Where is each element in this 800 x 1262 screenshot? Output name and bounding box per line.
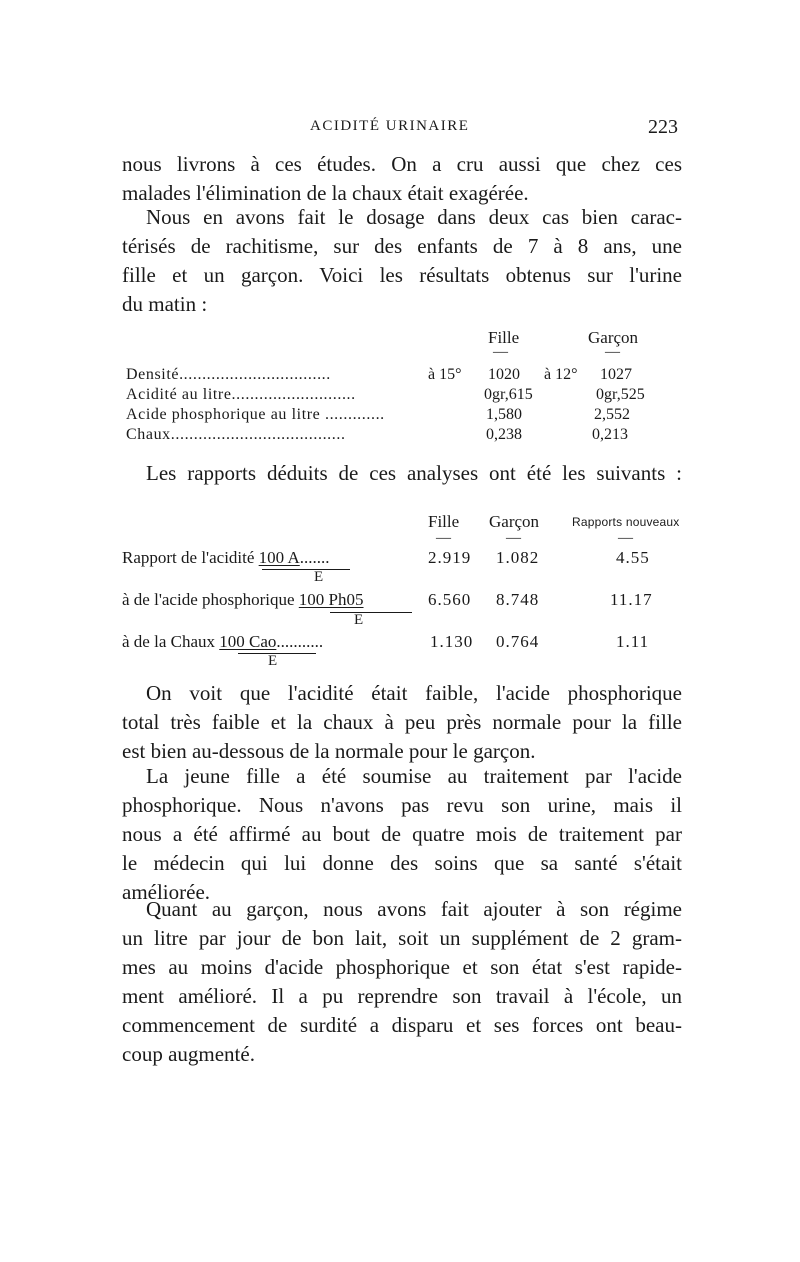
- text-line: coup augmenté.: [122, 1042, 255, 1066]
- fille-value: 2.919: [428, 548, 472, 567]
- row-label: à de la Chaux 100 Cao...........: [122, 632, 324, 651]
- fille-value: 1.130: [430, 632, 474, 651]
- text-line: le médecin qui lui donne des soins que sa santé s'était: [122, 851, 682, 875]
- text-line: malades l'élimination de la chaux était exagérée.: [122, 181, 529, 205]
- text-line: On voit que l'acidité était faible, l'acide phosphorique: [146, 681, 682, 705]
- column-dash: —: [506, 530, 521, 546]
- text-line: est bien au-dessous de la normale pour le garçon.: [122, 739, 536, 763]
- column-header-fille: Fille: [428, 512, 460, 531]
- column-header-rapports: Rapports nouveaux: [572, 515, 680, 529]
- fraction-bar: [262, 569, 350, 570]
- ratio-numerator: 100 A: [258, 548, 300, 567]
- column-dash: —: [618, 530, 633, 546]
- table-row: [126, 386, 686, 406]
- text-line: fille et un garçon. Voici les résultats obtenus sur l'urine: [122, 263, 682, 287]
- text-line: Nous en avons fait le dosage dans deux cas bien carac-: [146, 205, 682, 229]
- ratio-numerator: 100 Ph05: [298, 590, 364, 609]
- text-line: phosphorique. Nous n'avons pas revu son urine, mais il: [122, 793, 682, 817]
- table-row: [122, 548, 682, 570]
- running-head: [0, 116, 800, 140]
- row-label: Rapport de l'acidité 100 A.......: [122, 548, 330, 567]
- paragraph-2: [122, 203, 682, 319]
- text-line: Quant au garçon, nous avons fait ajouter à son régime: [146, 897, 682, 921]
- garcon-value: 0.764: [496, 632, 540, 651]
- nouveaux-value: 11.17: [610, 590, 653, 609]
- column-dash: —: [605, 344, 620, 360]
- paragraph-4: [122, 679, 682, 766]
- text-line: du matin :: [122, 292, 208, 316]
- table-row: [126, 406, 686, 426]
- table-row: [122, 632, 682, 654]
- table-row: [126, 366, 686, 386]
- text-line: nous a été affirmé au bout de quatre mois de traitement par: [122, 822, 682, 846]
- ratio-numerator: 100 Cao: [219, 632, 277, 651]
- nouveaux-value: 4.55: [616, 548, 650, 567]
- text-line: Les rapports déduits de ces analyses ont été les suivants :: [146, 461, 682, 485]
- garcon-value: 0gr,525: [596, 386, 645, 403]
- text-line: La jeune fille a été soumise au traitement par l'acide: [146, 764, 682, 788]
- fille-value: 6.560: [428, 590, 472, 609]
- ratio-denominator: E: [268, 653, 278, 669]
- text-line: ment amélioré. Il a pu reprendre son travail à l'école, un: [122, 984, 682, 1008]
- garcon-value: 0,213: [592, 426, 628, 443]
- column-header-garcon: Garçon: [489, 512, 540, 531]
- temperature: à 15°: [428, 366, 462, 383]
- text-line: un litre par jour de bon lait, soit un supplément de 2 gram-: [122, 926, 682, 950]
- row-label: Acide phosphorique au litre .............: [126, 406, 385, 423]
- column-header-garcon: Garçon: [588, 328, 639, 347]
- column-dash: —: [436, 530, 451, 546]
- ratio-denominator: E: [314, 569, 324, 585]
- temperature: à 12°: [544, 366, 578, 383]
- text-line: nous livrons à ces études. On a cru aussi que chez ces: [122, 152, 682, 176]
- garcon-value: 2,552: [594, 406, 630, 423]
- page-number: 223: [648, 116, 678, 138]
- row-label: Densité.................................: [126, 366, 331, 383]
- fraction-bar: [330, 612, 412, 613]
- fille-value: 1,580: [486, 406, 522, 423]
- table-row: [126, 426, 686, 446]
- fille-value: 0,238: [486, 426, 522, 443]
- paragraph-1: [122, 150, 682, 208]
- paragraph-5: [122, 762, 682, 907]
- paragraph-6: [122, 895, 682, 1069]
- table-row: [122, 590, 682, 612]
- garcon-value: 8.748: [496, 590, 540, 609]
- fille-value: 0gr,615: [484, 386, 533, 403]
- text-line: total très faible et la chaux à peu près normale pour la fille: [122, 710, 682, 734]
- row-label: Chaux......................................: [126, 426, 346, 443]
- ratio-denominator: E: [354, 612, 364, 628]
- column-dash: —: [493, 344, 508, 360]
- row-label: à de l'acide phosphorique 100 Ph05: [122, 590, 364, 609]
- garcon-value: 1027: [600, 366, 632, 383]
- text-line: améliorée.: [122, 880, 211, 904]
- nouveaux-value: 1.11: [616, 632, 650, 651]
- text-line: commencement de surdité a disparu et ses forces ont beau-: [122, 1013, 682, 1037]
- paragraph-3: [122, 459, 682, 488]
- garcon-value: 1.082: [496, 548, 540, 567]
- row-label: Acidité au litre...........................: [126, 386, 356, 403]
- running-title: ACIDITÉ URINAIRE: [310, 118, 470, 134]
- fille-value: 1020: [488, 366, 520, 383]
- text-line: mes au moins d'acide phosphorique et son état s'est rapide-: [122, 955, 682, 979]
- text-line: térisés de rachitisme, sur des enfants de 7 à 8 ans, une: [122, 234, 682, 258]
- column-header-fille: Fille: [488, 328, 520, 347]
